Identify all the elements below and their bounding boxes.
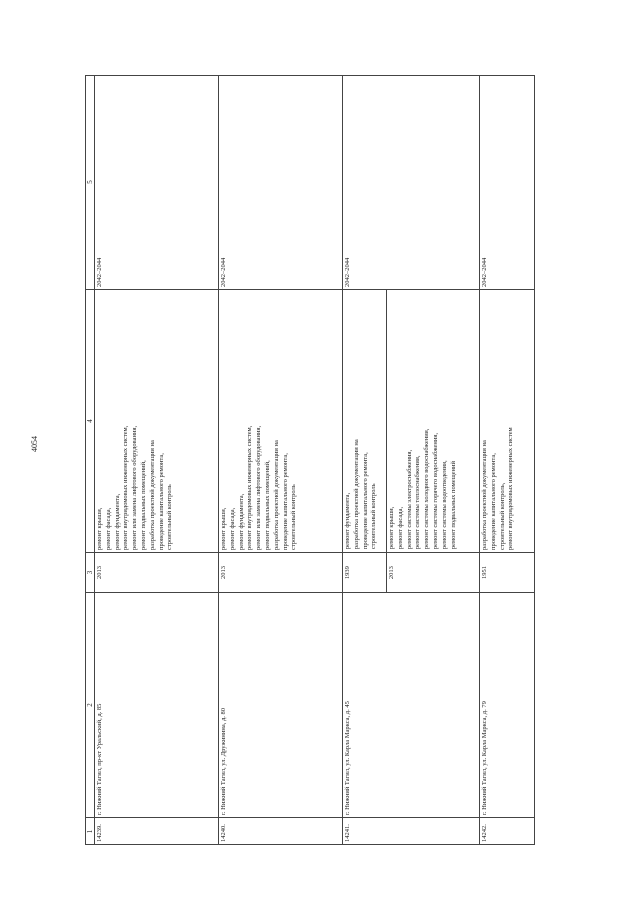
work-item: разработка проектной документации на	[148, 440, 156, 550]
address-cell: г. Нижний Тагил, ул. Дружинина, д. 80	[219, 592, 342, 817]
row-number: 14240.	[219, 817, 342, 845]
sub-row-b	[387, 290, 479, 592]
year-cell: 2013	[387, 552, 479, 592]
table-row	[480, 75, 535, 845]
table-row	[95, 75, 219, 845]
header-col-5: 5	[86, 180, 94, 184]
year-cell: 2013	[219, 552, 342, 592]
period-cell: 2042–2044	[481, 257, 488, 287]
work-item: разработка проектной документации на	[352, 439, 360, 550]
year-cell: 1951	[480, 552, 535, 592]
work-item: ремонт фасада,	[228, 507, 236, 550]
period-cell: 2042–2044	[220, 257, 227, 287]
year-cell: 1939	[343, 552, 386, 592]
header-row	[85, 75, 95, 845]
work-item: ремонт внутридомовых инженерных систем,	[246, 425, 254, 550]
work-item: ремонт системы горячего водоснабжения,	[431, 433, 439, 550]
row-number: 14239.	[95, 817, 218, 845]
year-cell: 2013	[95, 552, 218, 592]
work-item: проведение капитального ремонта,	[281, 453, 289, 550]
work-item: проведение капитального ремонта,	[489, 453, 497, 550]
register-table	[85, 75, 535, 845]
work-item: ремонт фасада,	[104, 507, 112, 550]
work-item: ремонт подвальных помещений,	[139, 460, 147, 550]
sub-row-a	[343, 290, 387, 592]
work-item: ремонт подвальных помещений	[449, 461, 457, 550]
works-cell	[480, 289, 535, 552]
table-row	[219, 75, 343, 845]
work-item: строительный контроль	[290, 484, 298, 550]
address-cell: г. Нижний Тагил, ул. Карла Маркса, д. 45	[343, 592, 479, 817]
work-item: ремонт системы водоотведения,	[440, 460, 448, 550]
work-item: строительный контроль,	[498, 482, 506, 550]
work-item: проведение капитального ремонта,	[157, 453, 165, 550]
work-item: ремонт системы электроснабжения,	[405, 449, 413, 550]
works-cell	[343, 290, 386, 552]
work-item: строительный контроль	[166, 484, 174, 550]
address-cell: г. Нижний Тагил, пр-кт Уральский, д. 85	[95, 592, 218, 817]
period-cell: 2042–2044	[344, 257, 351, 287]
header-col-1: 1	[85, 817, 94, 845]
row-number: 14242.	[480, 817, 535, 845]
work-item: ремонт внутридомовых инженерных систем	[507, 427, 515, 550]
row-number: 14241.	[343, 817, 479, 845]
address-cell: г. Нижний Тагил, ул. Карла Маркса, д. 79	[480, 592, 535, 817]
work-item: ремонт крыши,	[388, 506, 395, 550]
work-item: ремонт подвальных помещений,	[263, 460, 271, 550]
page-number: 4054	[30, 436, 39, 452]
split-works-block	[343, 289, 479, 592]
work-item: разработка проектной документации на	[272, 440, 280, 550]
work-item: ремонт или замена лифтового оборудования,	[131, 425, 139, 550]
work-item: проведение капитального ремонта,	[361, 452, 369, 550]
work-item: ремонт крыши,	[96, 507, 103, 550]
work-item: ремонт крыши,	[220, 507, 227, 550]
work-item: ремонт фундамента,	[344, 492, 351, 550]
header-col-3: 3	[85, 552, 94, 592]
work-item: ремонт фундамента,	[237, 493, 245, 550]
work-item: ремонт или замена лифтового оборудования,	[255, 425, 263, 550]
table-row	[343, 75, 480, 845]
work-item: ремонт фасада,	[396, 506, 404, 550]
work-item: ремонт системы холодного водоснабжения,	[423, 428, 431, 550]
period-cell: 2042–2044	[96, 257, 103, 287]
work-item: строительный контроль	[370, 483, 378, 550]
works-cell	[219, 289, 342, 552]
work-item: ремонт внутридомовых инженерных систем,	[122, 425, 130, 550]
works-cell	[387, 290, 479, 552]
work-item: разработка проектной документации на	[481, 440, 488, 550]
work-item: ремонт фундамента,	[113, 493, 121, 550]
works-cell	[95, 289, 218, 552]
header-col-4: 4	[85, 289, 94, 552]
work-item: ремонт системы теплоснабжения,	[414, 455, 422, 550]
header-col-2: 2	[85, 592, 94, 817]
